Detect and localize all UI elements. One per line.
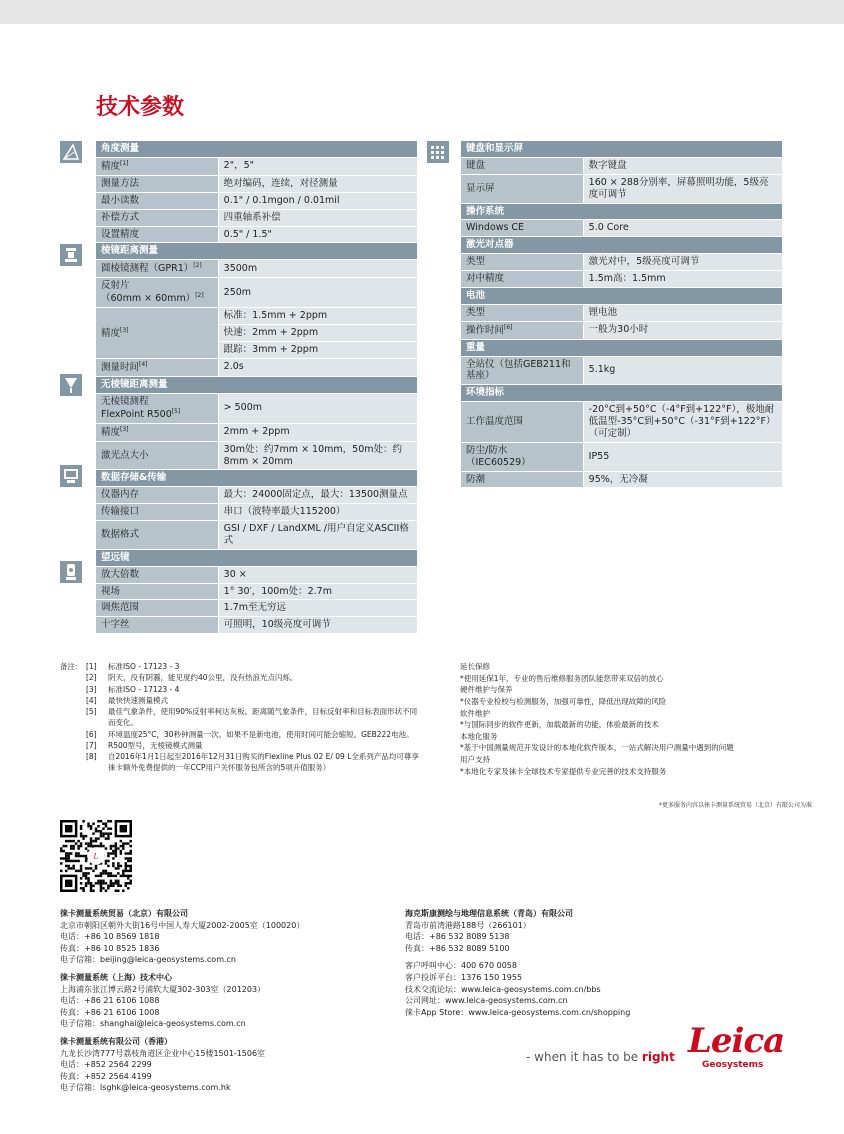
spec-key-text: 全站仪（包括GEB211和基座） — [466, 358, 571, 382]
spec-row — [96, 566, 418, 583]
address-line: 电话：+86 532 8089 5138 — [405, 932, 510, 942]
spec-key — [461, 157, 583, 174]
spec-row — [461, 356, 783, 385]
spec-row — [96, 278, 418, 308]
address-line: 客户呼叫中心：400 670 0058 — [405, 961, 517, 971]
telescope-icon — [60, 561, 82, 583]
footnote-text: 自2016年1月1日起至2016年12月31日购买的Flexline Plus 02 E/ 09 L全系列产品均可尊享徕卡额外免费提供的一年CCP用户关怀服务包所含的5项升值服务） — [108, 752, 419, 773]
spec-key-text: 工作温度范围 — [466, 416, 524, 428]
spec-key — [96, 423, 218, 441]
section-header-row — [461, 141, 783, 157]
spec-row — [96, 441, 418, 470]
footnote-text: 最佳气象条件，使用90%反射率柯达灰板。距离随气象条件，目标反射率和目标表面形状不同而变化。 — [108, 707, 418, 728]
spec-row — [461, 442, 783, 471]
spec-value: 0.5" / 1.5" — [218, 226, 417, 243]
spec-value: 一般为30小时 — [583, 321, 782, 339]
section-header-row — [461, 339, 783, 356]
spec-value: 95%，无冷凝 — [583, 471, 782, 488]
spec-row — [461, 254, 783, 271]
spec-row — [96, 487, 418, 504]
right-spec-table — [461, 141, 783, 488]
spec-row — [96, 175, 418, 192]
spec-key-text: 十字丝 — [101, 619, 130, 631]
spec-row — [461, 271, 783, 288]
computer-icon — [60, 465, 82, 487]
address-line: 电话：+86 21 6106 1088 — [60, 996, 160, 1006]
spec-key — [96, 226, 218, 243]
spec-key — [96, 504, 218, 521]
qr-code-icon — [60, 820, 132, 892]
spec-value: 跟踪：3mm + 2ppm — [218, 341, 417, 358]
spec-key — [96, 260, 218, 278]
address-right — [405, 908, 705, 1024]
address-line: 电话：+852 2564 2299 — [60, 1060, 152, 1070]
company-name: 徕卡测量系统贸易（北京）有限公司 — [60, 909, 188, 918]
spec-key — [96, 617, 218, 634]
footnote-text: 环境温度25°C，30秒钟测量一次。如果不是新电池，使用时间可能会缩短。GEB222电池。 — [108, 729, 414, 739]
address-line: 电子信箱：beijing@leica-geosystems.com.cn — [60, 955, 236, 965]
spec-value: IP55 — [583, 442, 782, 471]
address-line: 公司网址：www.leica-geosystems.com.cn — [405, 996, 568, 1006]
spec-value: 数字键盘 — [583, 157, 782, 174]
footnote-item — [86, 695, 420, 706]
notes-label: 备注： — [60, 662, 83, 671]
spec-value: 标准：1.5mm + 2ppm — [218, 308, 417, 325]
spec-row — [96, 260, 418, 278]
spec-key — [96, 441, 218, 470]
address-line: 传真：+86 21 6106 1008 — [60, 1007, 160, 1017]
spec-key — [96, 521, 218, 550]
footnote-item — [86, 684, 420, 695]
address-line: 青岛市前湾港路188号（266101） — [405, 920, 531, 930]
section-header: 无棱镜距离测量 — [96, 376, 418, 393]
service-heading: 硬件维护与保养 — [460, 685, 513, 695]
section-header: 操作系统 — [461, 203, 783, 220]
address-line: 传真：+86 532 8089 5100 — [405, 943, 510, 953]
footnote-number: [8] — [86, 752, 97, 761]
spec-row — [96, 521, 418, 550]
footnote-ref: [3] — [120, 425, 129, 433]
spec-value: 2"，5" — [218, 157, 417, 175]
section-header: 环境指标 — [461, 385, 783, 402]
svg-text:L: L — [93, 851, 99, 861]
footnote-ref: [3] — [120, 326, 129, 334]
spec-value: 3500m — [218, 260, 417, 278]
section-header-row — [461, 237, 783, 254]
footnote-ref: [4] — [139, 360, 148, 368]
spec-value: 160 × 288分别率，屏幕照明功能，5级亮度可调节 — [583, 174, 782, 203]
spec-key-text: 操作时间 — [466, 324, 505, 336]
address-block — [405, 960, 705, 1018]
spec-value: 最大：24000固定点，最大：13500测量点 — [218, 487, 417, 504]
spec-key — [461, 442, 583, 471]
section-header-row — [96, 376, 418, 393]
spec-value: 1.7m至无穷远 — [218, 600, 417, 617]
footnote-number: [2] — [86, 673, 97, 683]
spec-value: 2.0s — [218, 358, 417, 376]
logo-main: Leica — [688, 1021, 785, 1061]
services-list — [460, 661, 820, 777]
spec-value: 四重轴系补偿 — [218, 209, 417, 226]
service-text: *使用延保1年，专业的售后维修服务团队能您带来双倍的放心 — [460, 673, 664, 683]
spec-row — [461, 402, 783, 443]
spec-key-text: 数据格式 — [101, 529, 140, 540]
address-line: 北京市朝阳区朝外大街16号中国人寿大厦2002-2005室（100020） — [60, 920, 305, 930]
spec-row — [461, 220, 783, 237]
spec-key-text: 防潮 — [466, 473, 486, 485]
footnote-item — [86, 706, 420, 729]
spec-key-text: 设置精度 — [101, 228, 140, 240]
section-header: 重量 — [461, 339, 783, 356]
spec-row — [461, 321, 783, 339]
spec-key-text: 键盘 — [466, 159, 486, 171]
spec-key — [461, 220, 583, 237]
address-line: 电子信箱：shanghai@leica-geosystems.com.cn — [60, 1019, 246, 1029]
spec-key — [461, 471, 583, 488]
section-header-row — [461, 287, 783, 304]
right-spec-column — [461, 141, 783, 488]
spec-value: 激光对中，5级亮度可调节 — [583, 254, 782, 271]
spec-row — [96, 617, 418, 634]
address-line: 电子信箱：lsghk@leica-geosystems.com.hk — [60, 1083, 231, 1093]
footnote-item — [86, 661, 420, 672]
spec-value: 30 × — [218, 566, 417, 583]
address-line: 上海浦东张江博云路2号浦软大厦302-303室（201203） — [60, 984, 266, 994]
spec-key-text: 显示屏 — [466, 182, 495, 194]
prism-icon — [60, 244, 82, 266]
spec-value: > 500m — [218, 393, 417, 423]
address-line: 技术交流论坛：www.leica-geosystems.com.cn/bbs — [405, 984, 601, 994]
spec-row — [96, 600, 418, 617]
spec-key — [96, 308, 218, 359]
spec-key — [96, 278, 218, 308]
spec-key — [461, 254, 583, 271]
address-block — [60, 972, 390, 1030]
spec-row — [96, 583, 418, 600]
spec-key-text: 补偿方式 — [101, 211, 140, 223]
section-header-row — [96, 470, 418, 487]
spec-key-text: 测量方法 — [101, 177, 140, 189]
spec-key-text: 精度 — [101, 327, 121, 339]
spec-value: 1° 30′，100m处：2.7m — [218, 583, 417, 600]
footnote-number: [4] — [86, 695, 97, 705]
spec-key — [461, 304, 583, 321]
service-text: *与国际同步的软件更新，加载最新的功能，体验最新的技术 — [460, 720, 659, 730]
footnote-ref: [6] — [504, 323, 513, 331]
spec-value: 锂电池 — [583, 304, 782, 321]
spec-row — [461, 174, 783, 203]
spec-row — [96, 157, 418, 175]
section-header-row — [461, 385, 783, 402]
notes-list — [86, 661, 420, 774]
footnote-number: [6] — [86, 729, 97, 739]
spec-key — [96, 157, 218, 175]
spec-row — [96, 192, 418, 209]
spec-key — [96, 209, 218, 226]
spec-value: 1.5m高：1.5mm — [583, 271, 782, 288]
company-name: 徕卡测量系统（上海）技术中心 — [60, 972, 172, 982]
spec-key — [461, 271, 583, 288]
logo-sub: Geosystems — [702, 1060, 764, 1070]
footnote-item — [86, 672, 420, 683]
spec-value: 5.1kg — [583, 356, 782, 385]
spec-key-text: 激光点大小 — [101, 449, 149, 461]
company-name: 海克斯康测绘与地理信息系统（青岛）有限公司 — [405, 909, 573, 918]
page-title: 技术参数 — [96, 95, 185, 120]
spec-key-text: 放大倍数 — [101, 568, 140, 580]
spec-key-text: 防尘/防水 （IEC60529） — [466, 444, 531, 468]
left-spec-table — [96, 141, 418, 634]
spec-row — [461, 304, 783, 321]
spec-value: 绝对编码，连续，对径测量 — [218, 175, 417, 192]
spec-key — [461, 402, 583, 443]
spec-row — [96, 358, 418, 376]
service-text: *基于中国测量规范开发设计的本地化软件版本，一站式解决用户测量中遇到的问题 — [460, 743, 734, 753]
footnote-number: [5] — [86, 707, 97, 716]
address-block — [60, 908, 390, 966]
footnote-number: [1] — [86, 662, 97, 671]
spec-row — [96, 423, 418, 441]
spec-key-text: 类型 — [466, 256, 486, 268]
footnotes — [60, 661, 420, 774]
spec-row — [461, 471, 783, 488]
spec-key — [96, 600, 218, 617]
spec-key-text: 无棱镜测程 FlexPoint R500 — [101, 395, 172, 420]
footnote-item — [86, 740, 420, 751]
section-header: 望远镜 — [96, 549, 418, 566]
section-header-row — [96, 243, 418, 260]
spec-key-text: 视场 — [101, 585, 121, 597]
footnote-number: [3] — [86, 684, 97, 694]
section-header-row — [96, 141, 418, 157]
address-line: 电话：+86 10 8569 1818 — [60, 932, 160, 942]
footnote-ref: [2] — [193, 262, 202, 270]
spec-key — [96, 583, 218, 600]
spec-key-text: Windows CE — [466, 222, 525, 234]
spec-key — [96, 566, 218, 583]
service-heading: 延长保修 — [460, 662, 490, 671]
address-left — [60, 908, 390, 1100]
footnote-item — [86, 751, 420, 774]
footnote-item — [86, 729, 420, 740]
top-bar — [0, 0, 844, 24]
spec-value: 快速：2mm + 2ppm — [218, 325, 417, 342]
spec-key — [96, 358, 218, 376]
spec-key-text: 精度 — [101, 426, 121, 438]
footnote-text: 标准ISO - 17123 - 4 — [108, 684, 180, 694]
footnote-text: 最快快速测量模式 — [108, 695, 168, 705]
section-header: 数据存储&传输 — [96, 470, 418, 487]
spec-value: 250m — [218, 278, 417, 308]
services-disclaimer: *更多服务内容以徕卡测量系统贸易（北京）有限公司为准 — [658, 802, 812, 809]
spec-key-text: 调焦范围 — [101, 602, 140, 614]
footnote-text: 阴天，没有阴霾，能见度约40公里，没有热浪光点闪烁。 — [108, 673, 298, 683]
spec-key — [96, 175, 218, 192]
service-heading: 用户支持 — [460, 755, 490, 764]
spec-key-text: 对中精度 — [466, 273, 505, 284]
spec-key-text: 仪器内存 — [101, 489, 140, 501]
slogan: - when it has to be right — [526, 1050, 675, 1064]
address-line: 传真：+86 10 8525 1836 — [60, 943, 160, 953]
spec-value: 2mm + 2ppm — [218, 423, 417, 441]
spec-row — [96, 504, 418, 521]
section-header-row — [461, 203, 783, 220]
address-line: 九龙长沙湾777号荔枝角道区企业中心15楼1501-1506室 — [60, 1048, 266, 1058]
footnote-ref: [2] — [195, 292, 204, 300]
spec-key — [96, 393, 218, 423]
spec-key — [461, 356, 583, 385]
address-block — [60, 1036, 390, 1094]
angle-icon — [60, 141, 82, 163]
section-header-row — [96, 549, 418, 566]
spec-key-text: 反射片 （60mm × 60mm） — [101, 280, 196, 305]
spec-key-text: 精度 — [101, 161, 121, 173]
footnote-number: [7] — [86, 740, 97, 750]
section-header: 激光对点器 — [461, 237, 783, 254]
left-spec-column — [96, 141, 418, 634]
address-line: 传真：+852 2564 4199 — [60, 1071, 152, 1081]
spec-key-text: 圆棱镜测程（GPR1） — [101, 263, 194, 275]
address-block — [405, 908, 705, 954]
spec-value: 可照明，10级亮度可调节 — [218, 617, 417, 634]
spec-value: 串口（波特率最大115200） — [218, 504, 417, 521]
laser-icon — [60, 374, 82, 396]
address-line: 徕卡App Store：www.leica-geosystems.com.cn/shopping — [405, 1007, 631, 1017]
spec-key — [461, 174, 583, 203]
footnote-text: R500型号，无棱镜模式测量 — [108, 740, 203, 750]
spec-value: GSI / DXF / LandXML /用户自定义ASCII格式 — [218, 521, 417, 550]
leica-logo — [688, 1021, 788, 1084]
keyboard-icon — [427, 141, 449, 163]
service-text: *仪器专业检校与检测服务，加强可靠性，降低出现故障的风险 — [460, 696, 667, 706]
spec-value: 30m处：约7mm × 10mm，50m处：约8mm × 20mm — [218, 441, 417, 470]
footnote-ref: [1] — [120, 159, 129, 167]
spec-value: -20°C到+50°C（-4°F到+122°F），极地耐低温型-35°C到+50°C（-31°F到+122°F）（可定制） — [583, 402, 782, 443]
spec-key — [96, 487, 218, 504]
spec-value: 5.0 Core — [583, 220, 782, 237]
spec-row — [461, 157, 783, 174]
section-header: 角度测量 — [96, 141, 418, 157]
spec-key-text: 传输接口 — [101, 506, 140, 518]
spec-key-text: 类型 — [466, 306, 486, 318]
footnote-ref: [5] — [171, 407, 181, 415]
service-text: *本地化专家及徕卡全球技术专家提供专业完善的技术支持服务 — [460, 766, 667, 776]
spec-key-text: 最小读数 — [101, 194, 140, 206]
spec-row — [96, 209, 418, 226]
spec-row — [96, 393, 418, 423]
spec-key — [461, 321, 583, 339]
service-heading: 本地化服务 — [460, 731, 498, 741]
spec-key-text: 测量时间 — [101, 362, 140, 373]
section-header: 键盘和显示屏 — [461, 141, 783, 157]
section-header: 电池 — [461, 287, 783, 304]
service-heading: 软件维护 — [460, 708, 490, 718]
spec-row — [96, 308, 418, 325]
footnote-text: 标准ISO - 17123 - 3 — [108, 662, 180, 671]
spec-key — [96, 192, 218, 209]
address-line: 客户投诉平台：1376 150 1955 — [405, 972, 523, 982]
company-name: 徕卡测量系统有限公司（香港） — [60, 1036, 172, 1046]
spec-row — [96, 226, 418, 243]
spec-value: 0.1" / 0.1mgon / 0.01mil — [218, 192, 417, 209]
section-header: 棱镜距离测量 — [96, 243, 418, 260]
